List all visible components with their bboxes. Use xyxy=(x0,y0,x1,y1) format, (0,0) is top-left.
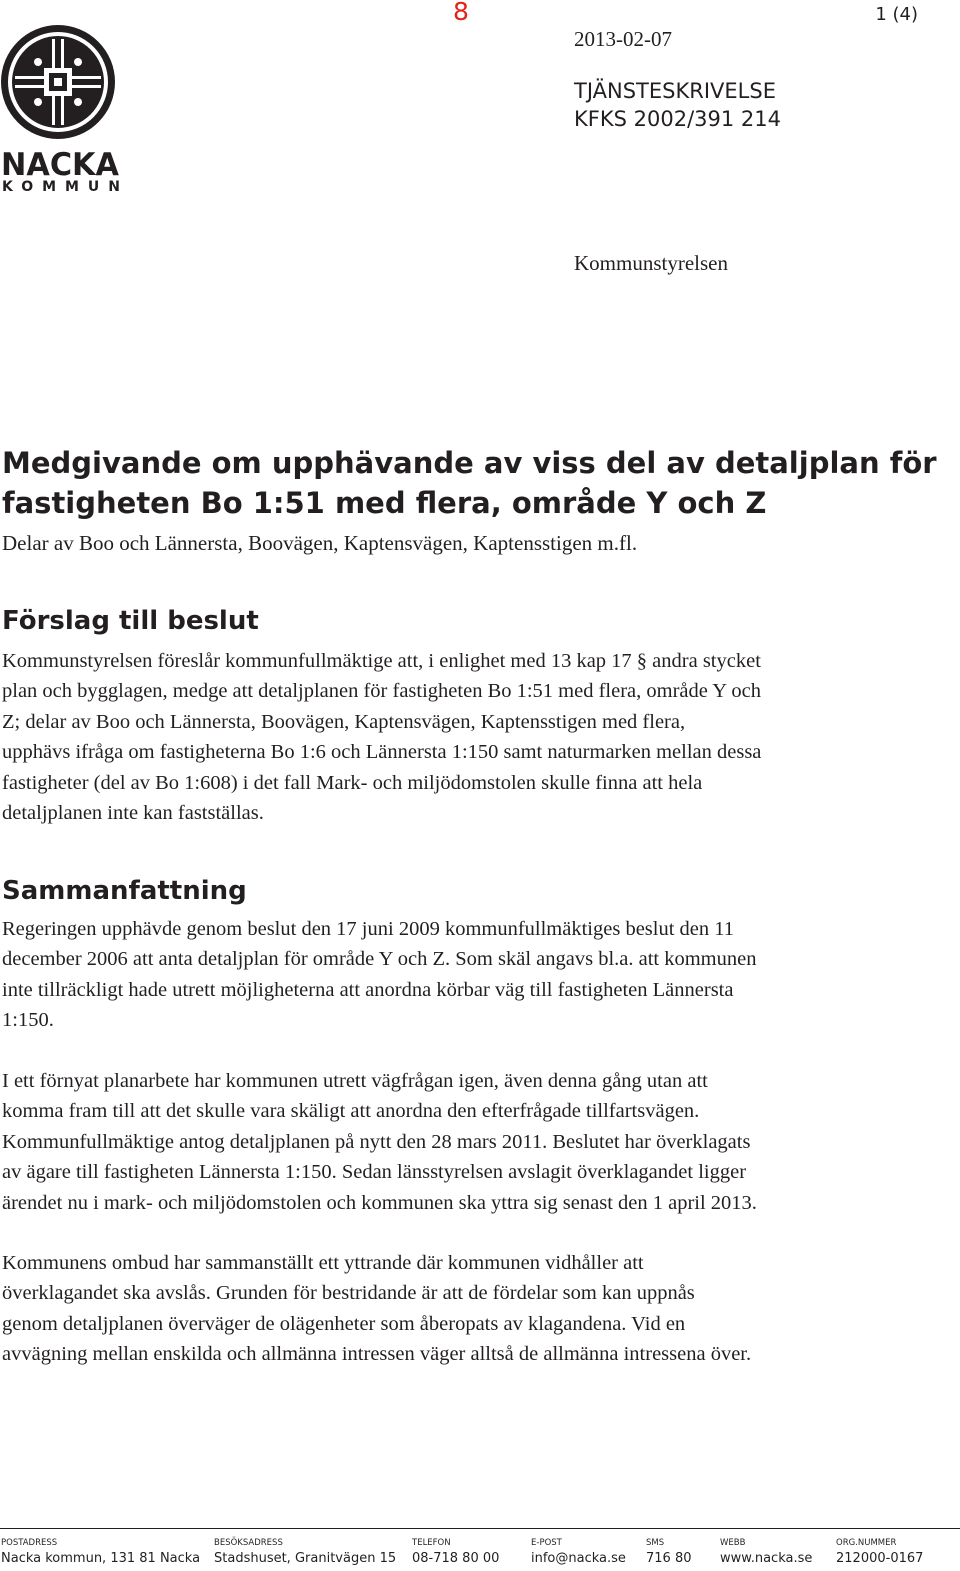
summary-paragraph-3 xyxy=(2,1248,902,1370)
document-title-line-1: Medgivande om upphävande av viss del av detaljplan för xyxy=(2,446,937,480)
text-line: 1:150. xyxy=(2,1009,54,1032)
document-type: TJÄNSTESKRIVELSE xyxy=(574,79,776,103)
text-line: fastigheter (del av Bo 1:608) i det fall Mark- och miljödomstolen skulle finna att hela xyxy=(2,771,703,794)
text-line: Kommunens ombud har sammanställt ett yttrande där kommunen vidhåller att xyxy=(2,1252,644,1274)
text-line: Regeringen upphävde genom beslut den 17 juni 2009 kommunfullmäktiges beslut den 11 xyxy=(2,918,734,940)
footer-value-email: info@nacka.se xyxy=(531,1551,626,1566)
footer-value-web: www.nacka.se xyxy=(720,1551,813,1566)
text-line: ärendet nu i mark- och miljödomstolen och kommunen ska yttra sig senast den 1 april 2013. xyxy=(2,1191,757,1214)
text-line: inte tillräckligt hade utrett möjligheterna att anordna körbar väg till fastigheten Lännersta xyxy=(2,978,734,1001)
footer-value-phone: 08-718 80 00 xyxy=(412,1551,500,1566)
text-line: Kommunfullmäktige antog detaljplanen på nytt den 28 mars 2011. Beslutet har överklagats xyxy=(2,1130,751,1153)
text-line: upphävs ifråga om fastigheterna Bo 1:6 och Lännersta 1:150 samt naturmarken mellan dessa xyxy=(2,741,762,764)
section-heading-summary: Sammanfattning xyxy=(2,876,247,906)
footer-label-visit: BESÖKSADRESS xyxy=(214,1538,283,1548)
section-heading-proposal: Förslag till beslut xyxy=(2,606,259,636)
text-line: plan och bygglagen, medge att detaljplanen för fastigheten Bo 1:51 med flera, område Y och xyxy=(2,680,762,703)
summary-paragraph-2 xyxy=(2,1066,902,1218)
text-line: I ett förnyat planarbete har kommunen utrett vägfrågan igen, även denna gång utan att xyxy=(2,1070,708,1092)
footer-label-email: E-POST xyxy=(531,1538,562,1548)
document-title-line-2: fastigheten Bo 1:51 med flera, område Y och Z xyxy=(2,486,767,520)
footer-label-postal: POSTADRESS xyxy=(1,1538,58,1548)
text-line: Z; delar av Boo och Lännersta, Boovägen, Kaptensvägen, Kaptensstigen med flera, xyxy=(2,710,686,733)
text-line: komma fram till att det skulle vara skäligt att anordna den efterfrågade tillfartsvägen. xyxy=(2,1100,700,1123)
document-reference: KFKS 2002/391 214 xyxy=(574,107,781,131)
nacka-kommun-logo xyxy=(0,25,124,195)
text-line: överklagandet ska avslås. Grunden för bestridande är att de fördelar som kan uppnås xyxy=(2,1282,695,1305)
footer-divider xyxy=(0,1528,960,1529)
proposal-paragraph xyxy=(2,646,902,828)
text-line: av ägare till fastigheten Lännersta 1:150. Sedan länsstyrelsen avslagit överklagandet ligger xyxy=(2,1161,747,1184)
footer-value-postal: Nacka kommun, 131 81 Nacka xyxy=(1,1551,201,1566)
footer-label-sms: SMS xyxy=(646,1538,665,1548)
svg-text:KOMMUN: KOMMUN xyxy=(2,179,120,195)
footer-value-visit: Stadshuset, Granitvägen 15 xyxy=(214,1551,397,1566)
text-line: genom detaljplanen överväger de olägenheter som åberopats av klagandena. Vid en xyxy=(2,1312,686,1335)
svg-text:NACKA: NACKA xyxy=(1,147,120,183)
document-subtitle: Delar av Boo och Lännersta, Boovägen, Kaptensvägen, Kaptensstigen m.fl. xyxy=(2,531,638,555)
document-date: 2013-02-07 xyxy=(574,27,672,51)
recipient: Kommunstyrelsen xyxy=(574,251,728,275)
footer-label-phone: TELEFON xyxy=(412,1538,451,1548)
footer-value-sms: 716 80 xyxy=(646,1551,692,1566)
red-page-number: 8 xyxy=(453,0,469,26)
footer-label-org: ORG.NUMMER xyxy=(836,1538,897,1548)
text-line: Kommunstyrelsen föreslår kommunfullmäktige att, i enlighet med 13 kap 17 § andra stycket xyxy=(2,650,761,672)
footer-label-web: WEBB xyxy=(720,1538,746,1548)
text-line: detaljplanen inte kan fastställas. xyxy=(2,802,264,825)
summary-paragraph-1 xyxy=(2,914,902,1036)
footer-value-org: 212000-0167 xyxy=(836,1551,924,1566)
page-indicator: 1 (4) xyxy=(875,4,918,25)
text-line: december 2006 att anta detaljplan för område Y och Z. Som skäl angavs bl.a. att kommunen xyxy=(2,948,757,971)
text-line: avvägning mellan enskilda och allmänna intressen väger alltså de allmänna intressena över. xyxy=(2,1343,752,1366)
